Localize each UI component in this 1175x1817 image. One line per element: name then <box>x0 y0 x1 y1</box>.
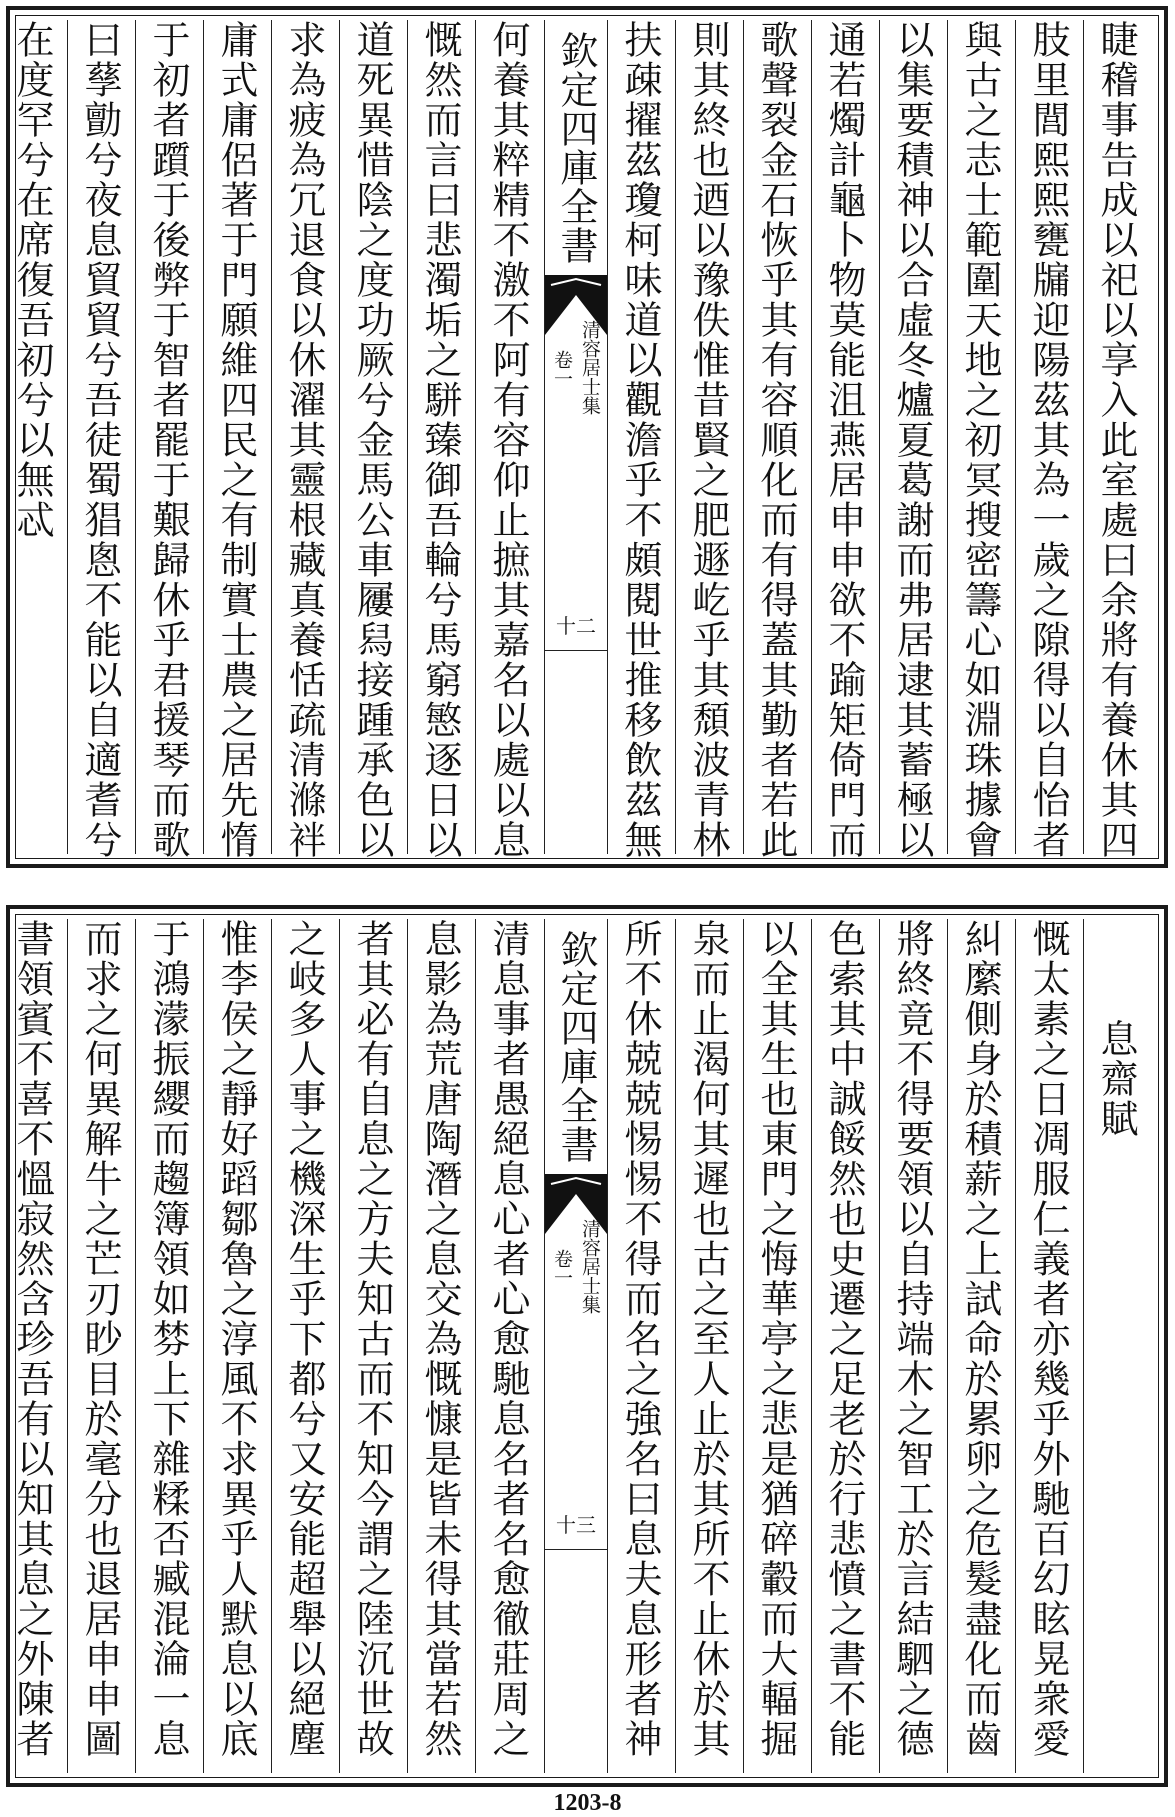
text-column: 之岐多人事之機深生乎下都兮又安能超舉以絕塵 <box>282 919 326 1759</box>
column-rule <box>203 919 204 1773</box>
text-column: 睫稽事告成以祀以享入此室處曰余將有養休其四 <box>1094 20 1138 860</box>
series-title: 欽定四庫全書 <box>545 20 607 276</box>
book-title: 清容居士集 <box>579 1219 601 1314</box>
text-column: 者其必有自息之方夫知古而不知今謂之陸沉世故 <box>350 919 394 1759</box>
text-column: 惟李侯之靜好蹈鄒魯之淳風不求異乎人默息以底 <box>214 919 258 1759</box>
text-column: 慨然而言曰悲濁垢之駢臻御吾輪兮馬窮慜逐日以 <box>418 20 462 860</box>
column-rule <box>947 919 948 1773</box>
text-column: 何養其粹精不激不阿有容仰止摭其嘉名以處以息 <box>486 20 530 860</box>
column-rule <box>811 20 812 854</box>
text-column: 以全其生也東門之悔華亭之悲是猶碎轂而大輻掘 <box>754 919 798 1759</box>
column-rule <box>271 919 272 1773</box>
text-column: 扶疎擢茲瓊柯味道以觀澹乎不頗閱世推移飲茲無 <box>618 20 662 860</box>
column-rule <box>407 919 408 1773</box>
text-column: 所不休兢兢惕惕不得而名之強名曰息夫息形者神 <box>618 919 662 1759</box>
text-column: 于初者躓于後弊于智者罷于艱歸休乎君援琴而歌 <box>146 20 190 860</box>
column-rule <box>407 20 408 854</box>
column-rule <box>675 20 676 854</box>
text-column: 色索其中誠餒然也史遷之足老於行悲憤之書不能 <box>822 919 866 1759</box>
text-column: 歌聲裂金石恢乎其有容順化而有得蓋其勤者若此 <box>754 20 798 860</box>
page-upper-body <box>10 20 1154 860</box>
page-number: 十三 <box>545 1509 607 1550</box>
text-column: 以集要積神以合虛冬爐夏葛謝而弗居逮其蓄極以 <box>890 20 934 860</box>
column-rule <box>743 20 744 854</box>
center-margin <box>544 20 608 854</box>
column-rule <box>879 919 880 1773</box>
column-rule <box>743 919 744 1773</box>
text-column: 通若燭計龜卜物莫能沮燕居申申欲不踰矩倚門而 <box>822 20 866 860</box>
volume-label: 卷一 <box>551 350 573 388</box>
text-column: 庸式庸侶著于門願維四民之有制實士農之居先惰 <box>214 20 258 860</box>
column-rule <box>475 20 476 854</box>
column-rule <box>135 919 136 1773</box>
text-column: 于鴻濛振纓而趨簿領如棼上下雜糅否臧混淪一息 <box>146 919 190 1759</box>
column-rule <box>1083 20 1084 854</box>
page-upper <box>6 6 1168 868</box>
text-column: 道死異惜陰之度功厥兮金馬公車屨舄接踵承色以 <box>350 20 394 860</box>
column-rule <box>1083 919 1084 1773</box>
text-column: 糾縻側身於積薪之上試命於累卵之危髮盡化而齒 <box>958 919 1002 1759</box>
text-column: 求為疲為冗退食以休濯其靈根藏真養恬疏清滌袢 <box>282 20 326 860</box>
page-number: 十二 <box>545 610 607 651</box>
section-title: 息齋賦 <box>1094 1019 1138 1139</box>
text-column: 將終竟不得要領以自持端木之智工於言結駟之德 <box>890 919 934 1759</box>
column-rule <box>135 20 136 854</box>
text-column: 書領賓不喜不慍寂然含珍吾有以知其息之外陳者 <box>10 919 54 1759</box>
text-column: 而求之何異解牛之芒刃眇目於毫分也退居申申圖 <box>78 919 122 1759</box>
column-rule <box>1015 919 1016 1773</box>
column-rule <box>67 20 68 854</box>
page-code: 1203-8 <box>553 1790 622 1816</box>
text-column: 泉而止渴何其遲也古之至人止於其所不止休於其 <box>686 919 730 1759</box>
column-rule <box>339 20 340 854</box>
book-title: 清容居士集 <box>579 320 601 415</box>
column-rule <box>879 20 880 854</box>
column-rule <box>811 919 812 1773</box>
series-title: 欽定四庫全書 <box>545 919 607 1175</box>
text-column: 與古之志士範圍天地之初冥搜密籌心如淵珠據會 <box>958 20 1002 860</box>
column-rule <box>67 919 68 1773</box>
text-column: 清息事者愚絕息心者心愈馳息名者名愈徹莊周之 <box>486 919 530 1759</box>
text-column: 在度罕兮在席復吾初兮以無忒 <box>10 20 54 540</box>
center-margin <box>544 919 608 1773</box>
column-rule <box>947 20 948 854</box>
text-column: 肢里閭熙熙甕牖迎陽茲其為一歲之隙得以自怡者 <box>1026 20 1070 860</box>
text-column: 慨太素之日凋服仁義者亦幾乎外馳百幻眩晃衆愛 <box>1026 919 1070 1759</box>
text-column: 曰孶勯兮夜息貿貿兮吾徒蜀猖悤不能以自適耆兮 <box>78 20 122 860</box>
column-rule <box>475 919 476 1773</box>
volume-label: 卷一 <box>551 1249 573 1287</box>
column-rule <box>203 20 204 854</box>
text-column: 息影為荒唐陶潛之息交為慨慷是皆未得其當若然 <box>418 919 462 1759</box>
page-lower-body <box>10 919 1154 1773</box>
column-rule <box>271 20 272 854</box>
page-lower <box>6 905 1168 1787</box>
column-rule <box>675 919 676 1773</box>
column-rule <box>339 919 340 1773</box>
column-rule <box>1015 20 1016 854</box>
text-column: 則其終也迺以豫佚惟昔賢之肥遯屹乎其頹波青林 <box>686 20 730 860</box>
